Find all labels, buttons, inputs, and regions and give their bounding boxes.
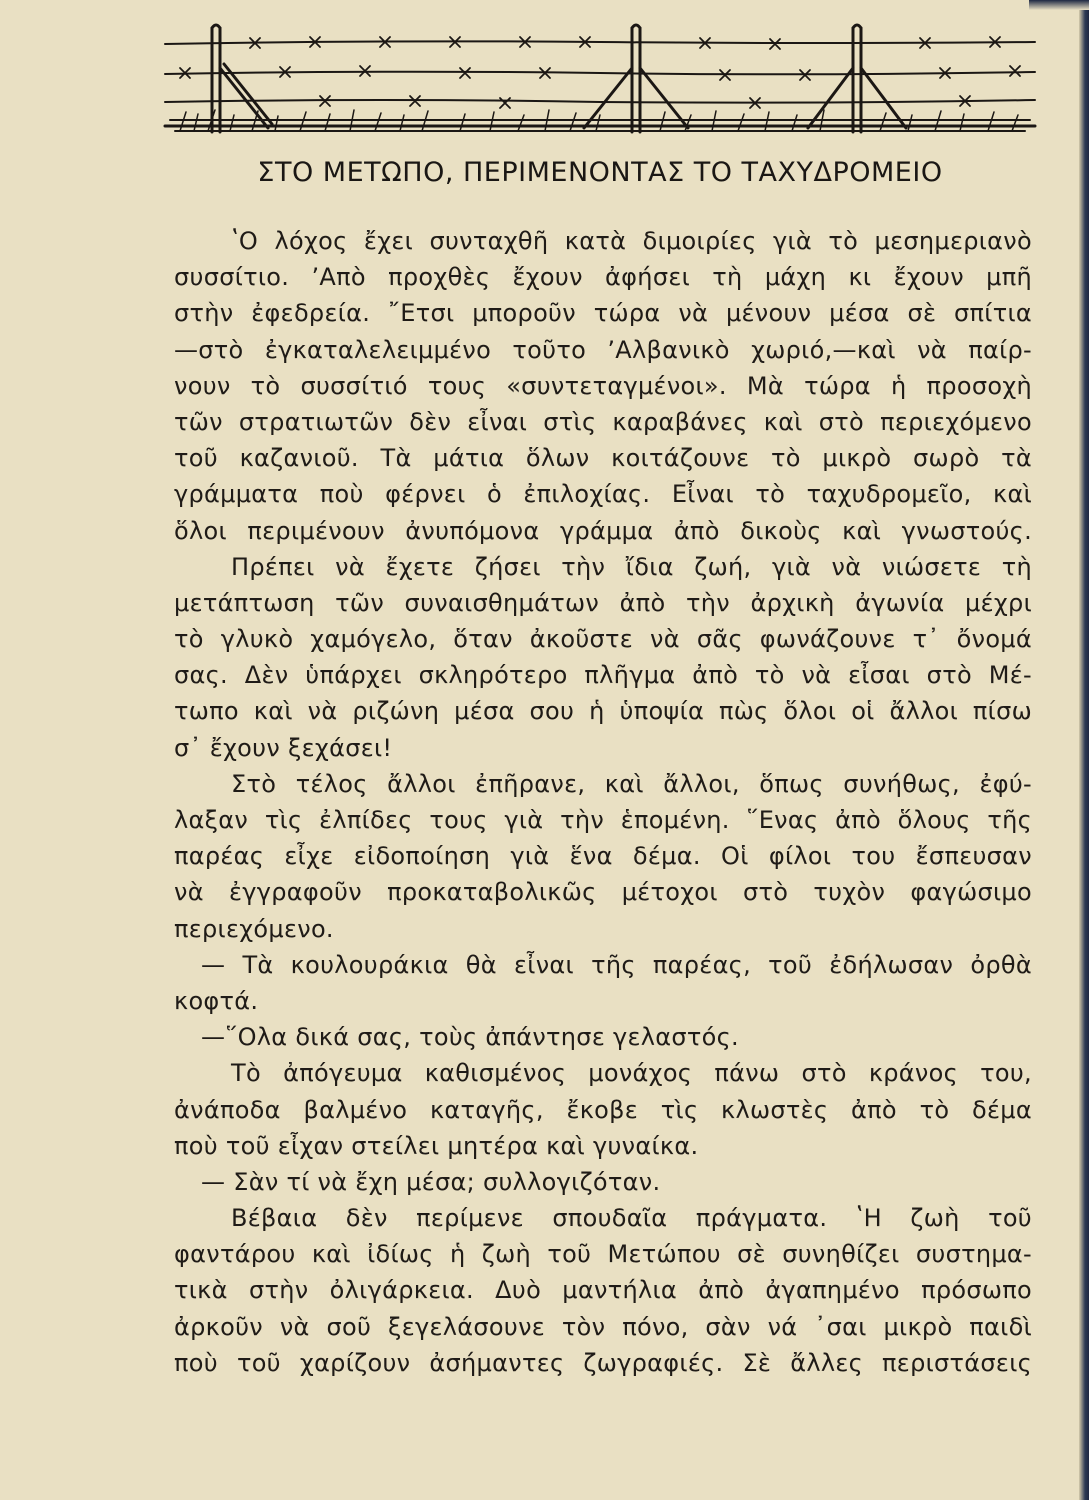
text-line: τὸ γλυκὸ χαμόγελο, ὅταν ἀκοῦστε νὰ σᾶς φωνάζουνε τ᾽ ὄνομά: [174, 625, 1032, 654]
book-cover-corner: [1029, 0, 1089, 10]
text-line: τῶν στρατιωτῶν δὲν εἶναι στὶς καραβάνες καὶ στὸ περιεχόμενο: [174, 407, 1032, 436]
text-line: συσσίτιο. ʼΑπὸ προχθὲς ἔχουν ἀφήσει τὴ μάχη κι ἔχουν μπῆ: [174, 263, 1032, 292]
text-line: κοφτά.: [174, 986, 259, 1015]
text-line: παρέας εἶχε εἰδοποίηση γιὰ ἕνα δέμα. Οἱ φίλοι του ἔσπευσαν: [174, 842, 1032, 871]
text-line: τοῦ καζανιοῦ. Τὰ μάτια ὅλων κοιτάζουνε τὸ μικρὸ σωρὸ τὰ: [174, 444, 1032, 473]
text-line: — Σὰν τί νὰ ἔχη μέσα; συλλογιζόταν.: [201, 1167, 661, 1196]
text-line: λαξαν τὶς ἐλπίδες τους γιὰ τὴν ἑπομένη. ῞Ενας ἀπὸ ὅλους τῆς: [174, 806, 1032, 834]
text-line: τωπο καὶ νὰ ριζώνη μέσα σου ἡ ὑποψία πὼς ὅλοι οἱ ἄλλοι πίσω: [174, 697, 1032, 726]
text-line: περιεχόμενο.: [174, 914, 334, 943]
text-line: νὰ ἐγγραφοῦν προκαταβολικῶς μέτοχοι στὸ τυχὸν φαγώσιμο: [174, 878, 1032, 907]
text-line: Τὸ ἀπόγευμα καθισμένος μονάχος πάνω στὸ κράνος του,: [231, 1059, 1032, 1088]
barbed-wire-illustration: [160, 20, 1040, 135]
text-line: — Τὰ κουλουράκια θὰ εἶναι τῆς παρέας, τοῦ ἐδήλωσαν ὀρθὰ: [201, 950, 1032, 979]
text-line: μετάπτωση τῶν συναισθημάτων ἀπὸ τὴν ἀρχικὴ ἀγωνία μέχρι: [174, 588, 1032, 617]
text-line: σας. Δὲν ὑπάρχει σκληρότερο πλῆγμα ἀπὸ τὸ νὰ εἶσαι στὸ Μέ-: [174, 661, 1032, 690]
text-line: Βέβαια δὲν περίμενε σπουδαῖα πράγματα. ʽΗ ζωὴ τοῦ: [231, 1204, 1032, 1233]
text-line: ʽΟ λόχος ἔχει συνταχθῆ κατὰ διμοιρίες γιὰ τὸ μεσημεριανὸ: [231, 227, 1032, 255]
text-line: ποὺ τοῦ εἶχαν στείλει μητέρα καὶ γυναίκα.: [174, 1131, 699, 1160]
text-line: Στὸ τέλος ἄλλοι ἐπῆρανε, καὶ ἄλλοι, ὅπως συνήθως, ἐφύ-: [231, 769, 1032, 798]
article-body: [174, 223, 1032, 1381]
text-line: ἀρκοῦν νὰ σοῦ ξεγελάσουνε τὸν πόνο, σὰν νά ᾽σαι μικρὸ παιδὶ: [174, 1312, 1032, 1341]
book-page-edge: [1079, 0, 1089, 1500]
text-line: σ᾽ ἔχουν ξεχάσει!: [174, 733, 393, 762]
text-line: ἀνάποδα βαλμένο καταγῆς, ἔκοβε τὶς κλωστὲς ἀπὸ τὸ δέμα: [174, 1095, 1032, 1124]
text-line: —῞Ολα δικά σας, τοὺς ἀπάντησε γελαστός.: [201, 1023, 739, 1052]
text-line: ποὺ τοῦ χαρίζουν ἀσήμαντες ζωγραφιές. Σὲ ἄλλες περιστάσεις: [174, 1348, 1032, 1377]
text-line: τικὰ στὴν ὀλιγάρκεια. Δυὸ μαντήλια ἀπὸ ἀγαπημένο πρόσωπο: [174, 1276, 1032, 1305]
text-line: —στὸ ἐγκαταλελειμμένο τοῦτο ʼΑλβανικὸ χωριό,—καὶ νὰ παίρ-: [174, 335, 1032, 364]
page-title: ΣΤΟ ΜΕΤΩΠΟ, ΠΕΡΙΜΕΝΟΝΤΑΣ ΤΟ ΤΑΧΥΔΡΟΜΕΙΟ: [257, 157, 943, 188]
text-line: νουν τὸ συσσίτιό τους «συντεταγμένοι». Μὰ τώρα ἡ προσοχὴ: [174, 371, 1032, 400]
text-line: ὅλοι περιμένουν ἀνυπόμονα γράμμα ἀπὸ δικοὺς καὶ γνωστούς.: [174, 516, 1032, 545]
text-line: φαντάρου καὶ ἰδίως ἡ ζωὴ τοῦ Μετώπου σὲ συνηθίζει συστημα-: [174, 1240, 1032, 1269]
text-line: γράμματα ποὺ φέρνει ὁ ἐπιλοχίας. Εἶναι τὸ ταχυδρομεῖο, καὶ: [174, 480, 1032, 509]
text-line: Πρέπει νὰ ἔχετε ζήσει τὴν ἴδια ζωή, γιὰ νὰ νιώσετε τὴ: [231, 552, 1032, 581]
text-line: στὴν ἐφεδρεία. ῎Ετσι μποροῦν τώρα νὰ μένουν μέσα σὲ σπίτια: [174, 299, 1032, 328]
